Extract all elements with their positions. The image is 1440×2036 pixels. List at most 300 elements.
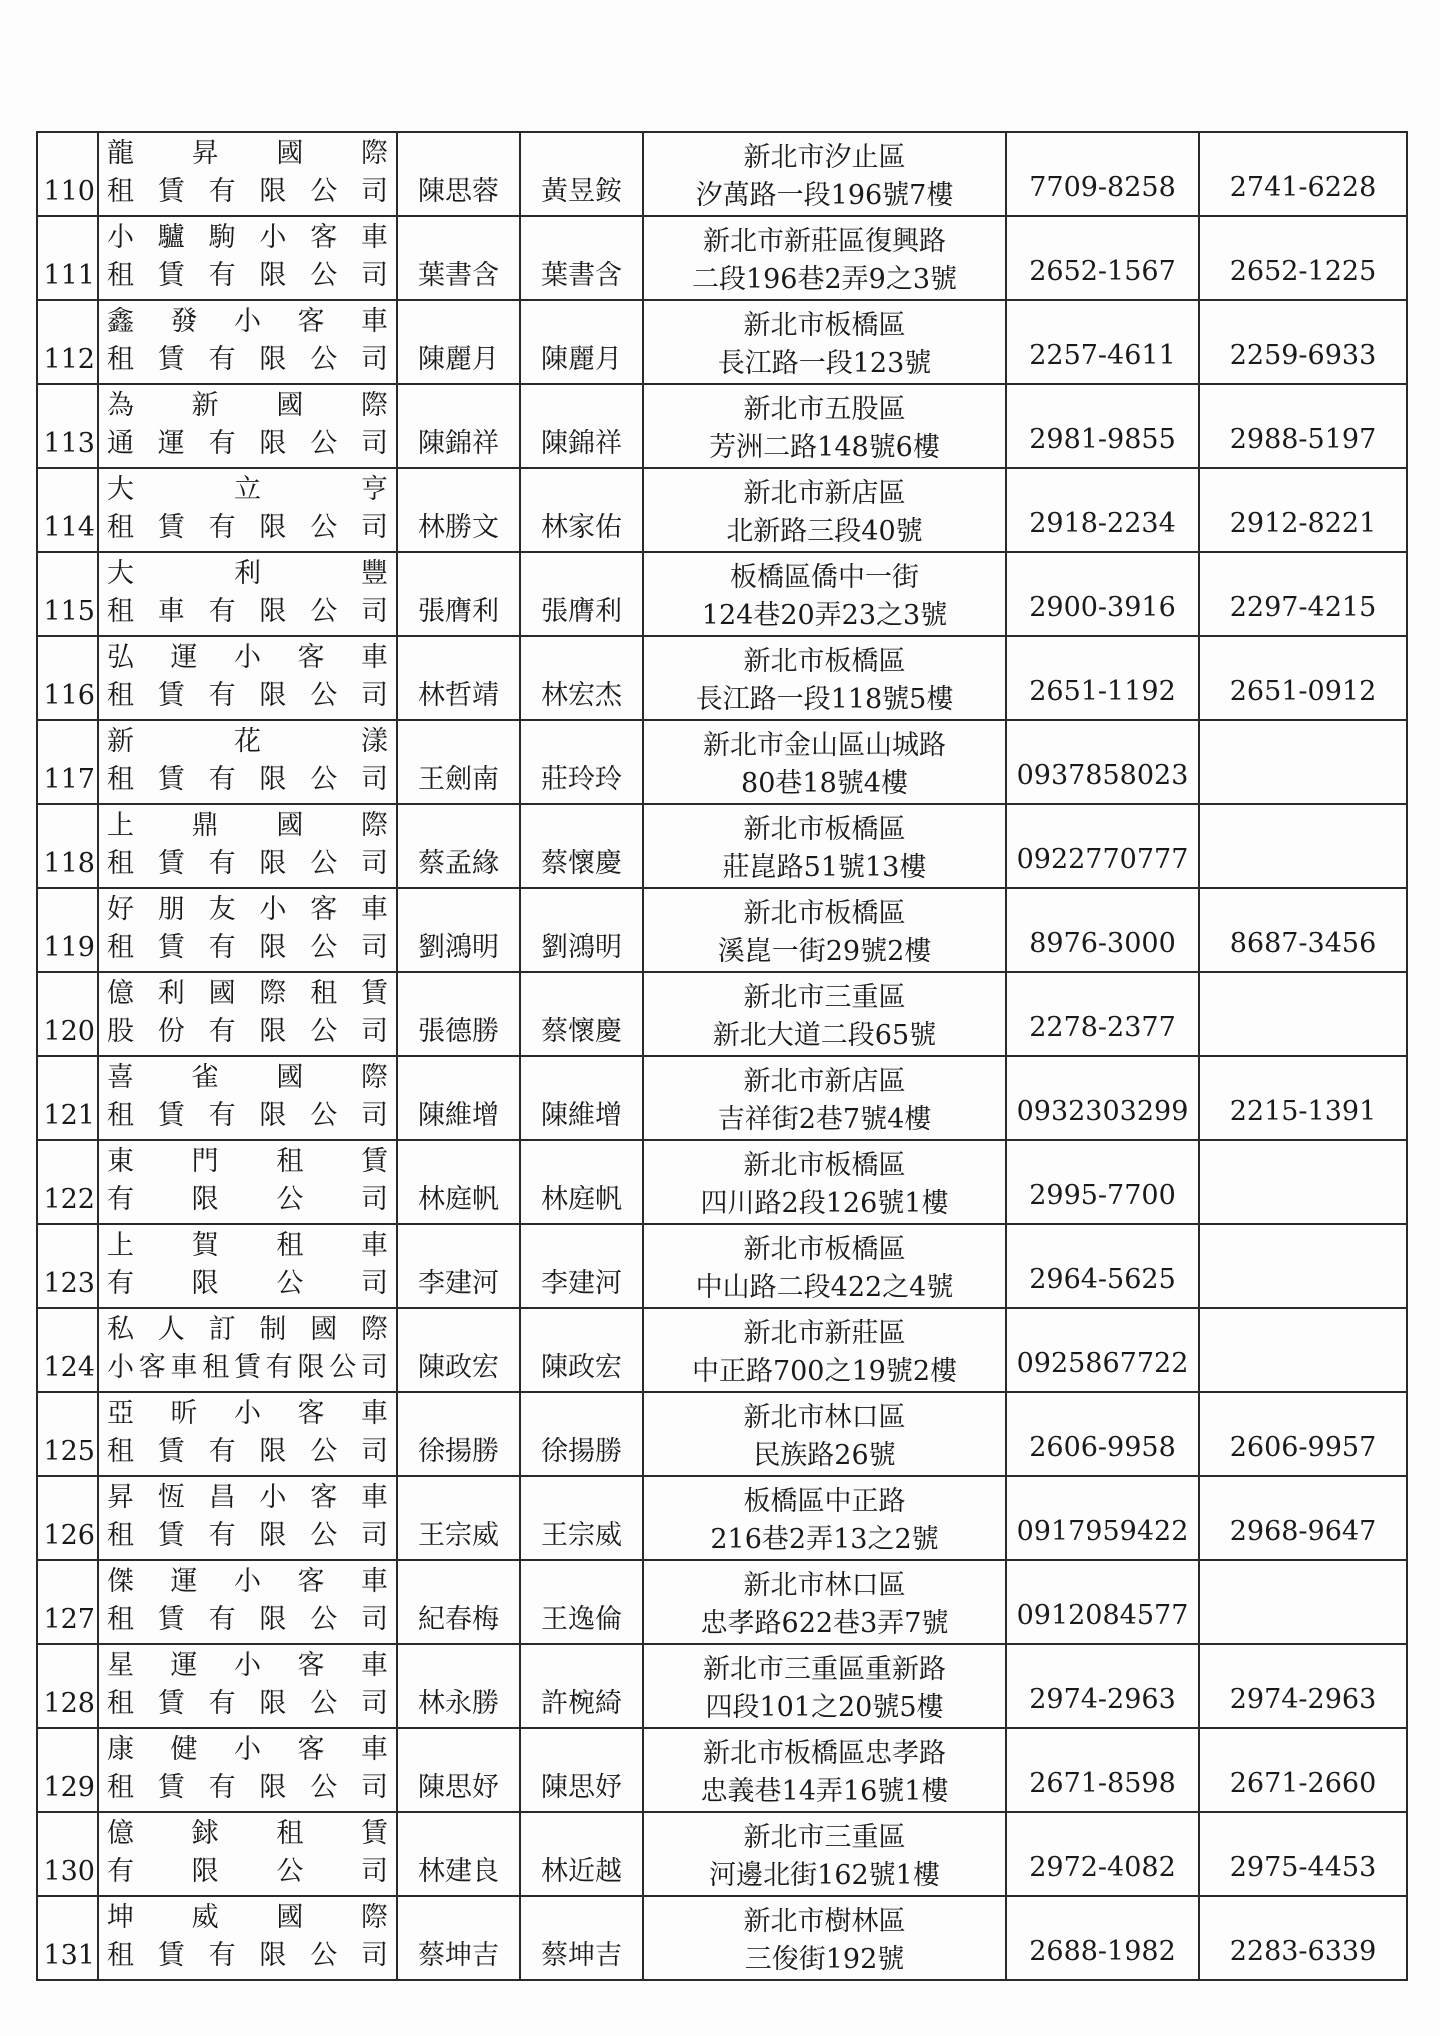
company-name-line-2 — [107, 1433, 388, 1471]
phone-number: 2995-7700 — [1006, 1140, 1199, 1224]
manager-name: 林近越 — [520, 1812, 643, 1896]
address-line-1: 新北市樹林區 — [743, 1906, 906, 1937]
manager-name: 陳維增 — [520, 1056, 643, 1140]
fax-number — [1199, 1224, 1407, 1308]
phone-number: 2964-5625 — [1006, 1224, 1199, 1308]
company-name — [98, 720, 397, 804]
company-name-char: 有 — [208, 1016, 236, 1047]
company-name-line-1 — [107, 135, 388, 173]
company-name-char: 駒 — [208, 222, 236, 253]
company-name-char: 賃 — [157, 344, 185, 375]
manager-name: 徐揚勝 — [520, 1392, 643, 1476]
company-name-line-2 — [107, 845, 388, 883]
company-name-char: 司 — [360, 1688, 388, 1719]
company-name — [98, 552, 397, 636]
company-name-char: 限 — [191, 1268, 219, 1299]
table-row — [37, 888, 1407, 972]
company-name-char: 朋 — [157, 894, 185, 925]
company-name-char: 公 — [310, 1436, 338, 1467]
phone-number: 0922770777 — [1006, 804, 1199, 888]
company-name-char: 私 — [107, 1314, 134, 1345]
address-line-2: 北新路三段40號 — [726, 516, 923, 547]
address-line-1: 新北市汐止區 — [743, 142, 906, 173]
address — [643, 1224, 1006, 1308]
row-number: 127 — [37, 1560, 98, 1644]
owner-name: 林建良 — [397, 1812, 520, 1896]
company-name-char: 車 — [360, 1230, 388, 1261]
address-line-1: 新北市板橋區 — [743, 310, 906, 341]
address-line-2: 芳洲二路148號6樓 — [709, 432, 940, 463]
address — [643, 1644, 1006, 1728]
company-name-char: 客 — [310, 1482, 338, 1513]
company-name-char: 公 — [310, 512, 338, 543]
company-name-char: 昕 — [170, 1398, 198, 1429]
phone-number: 0917959422 — [1006, 1476, 1199, 1560]
address-line-1: 新北市板橋區 — [743, 646, 906, 677]
company-name-char: 上 — [107, 1230, 134, 1261]
company-name-char: 客 — [297, 642, 325, 673]
company-name-char: 際 — [360, 390, 388, 421]
company-name-char: 好 — [107, 894, 134, 925]
fax-number: 2975-4453 — [1199, 1812, 1407, 1896]
owner-name: 徐揚勝 — [397, 1392, 520, 1476]
phone-number: 0932303299 — [1006, 1056, 1199, 1140]
manager-name: 蔡坤吉 — [520, 1896, 643, 1980]
address-line-2: 124巷20弄23之3號 — [701, 600, 948, 631]
company-name-char: 亨 — [361, 474, 388, 505]
company-name-char: 有 — [208, 680, 236, 711]
company-name-char: 有 — [208, 932, 236, 963]
address-line-1: 板橋區中正路 — [743, 1486, 906, 1517]
table-row — [37, 804, 1407, 888]
company-name-char: 有 — [208, 260, 236, 291]
address — [643, 216, 1006, 300]
company-name-char: 國 — [310, 1314, 338, 1345]
company-name-char: 公 — [310, 932, 338, 963]
company-name-char: 大 — [107, 558, 134, 589]
table-row — [37, 384, 1407, 468]
company-name-line-1 — [107, 1311, 388, 1349]
company-name-char: 限 — [259, 176, 287, 207]
address-line-2: 河邊北街162號1樓 — [709, 1860, 940, 1891]
company-name-char: 國 — [276, 390, 304, 421]
company-name-char: 運 — [170, 642, 198, 673]
company-name — [98, 216, 397, 300]
phone-number: 2981-9855 — [1006, 384, 1199, 468]
company-name-char: 恆 — [157, 1482, 185, 1513]
company-name-line-2 — [107, 173, 388, 211]
company-name-char: 公 — [276, 1184, 304, 1215]
company-name-line-1 — [107, 219, 388, 257]
company-name-line-2 — [107, 1685, 388, 1723]
company-name-char: 公 — [310, 176, 338, 207]
row-number: 122 — [37, 1140, 98, 1224]
address — [643, 552, 1006, 636]
row-number: 125 — [37, 1392, 98, 1476]
company-name-char: 昇 — [191, 138, 219, 169]
company-name-char: 租 — [202, 1352, 230, 1383]
fax-number — [1199, 804, 1407, 888]
address — [643, 1476, 1006, 1560]
company-name-char: 租 — [107, 1604, 134, 1635]
company-name-char: 賀 — [191, 1230, 219, 1261]
company-name — [98, 300, 397, 384]
table-row — [37, 1644, 1407, 1728]
company-name — [98, 1224, 397, 1308]
company-name-char: 租 — [107, 1772, 134, 1803]
company-name-char: 際 — [360, 1062, 388, 1093]
row-number: 128 — [37, 1644, 98, 1728]
company-name-char: 賃 — [157, 932, 185, 963]
company-name-char: 公 — [276, 1268, 304, 1299]
row-number: 126 — [37, 1476, 98, 1560]
company-name-line-2 — [107, 257, 388, 295]
phone-number: 2652-1567 — [1006, 216, 1199, 300]
company-name-char: 司 — [360, 1268, 388, 1299]
company-name — [98, 1140, 397, 1224]
company-name-char: 公 — [310, 1604, 338, 1635]
company-name-char: 限 — [191, 1184, 219, 1215]
address-line-1: 新北市新莊區復興路 — [703, 226, 946, 257]
phone-number: 2900-3916 — [1006, 552, 1199, 636]
table-row — [37, 636, 1407, 720]
company-name-char: 公 — [310, 1016, 338, 1047]
owner-name: 陳政宏 — [397, 1308, 520, 1392]
company-name-char: 有 — [208, 1100, 236, 1131]
company-name — [98, 1728, 397, 1812]
company-name-char: 限 — [259, 1436, 287, 1467]
address-line-1: 新北市板橋區忠孝路 — [703, 1738, 946, 1769]
company-name-char: 司 — [360, 932, 388, 963]
company-name-char: 車 — [360, 1482, 388, 1513]
company-name-char: 司 — [360, 1016, 388, 1047]
company-name-line-1 — [107, 1899, 388, 1937]
row-number: 112 — [37, 300, 98, 384]
company-name-line-2 — [107, 1937, 388, 1975]
company-name-char: 發 — [170, 306, 198, 337]
phone-number: 2918-2234 — [1006, 468, 1199, 552]
company-name-char: 公 — [310, 596, 338, 627]
company-name-char: 際 — [360, 138, 388, 169]
company-name-char: 租 — [276, 1230, 304, 1261]
company-name-char: 限 — [259, 1016, 287, 1047]
company-name-char: 公 — [310, 764, 338, 795]
fax-number: 8687-3456 — [1199, 888, 1407, 972]
company-name-line-2 — [107, 593, 388, 631]
company-name-char: 公 — [310, 1520, 338, 1551]
fax-number: 2988-5197 — [1199, 384, 1407, 468]
table-row — [37, 1224, 1407, 1308]
company-name-line-2 — [107, 1601, 388, 1639]
company-name-line-1 — [107, 471, 388, 509]
company-name-line-2 — [107, 1853, 388, 1891]
phone-number: 0925867722 — [1006, 1308, 1199, 1392]
company-name-char: 限 — [259, 680, 287, 711]
company-name-char: 有 — [208, 1688, 236, 1719]
company-name-char: 車 — [361, 1566, 388, 1597]
company-name-line-2 — [107, 1181, 388, 1219]
address-line-1: 新北市五股區 — [743, 394, 906, 425]
company-name-char: 坤 — [107, 1902, 134, 1933]
company-name-char: 租 — [107, 596, 134, 627]
company-name-char: 租 — [107, 260, 134, 291]
owner-name: 王劍南 — [397, 720, 520, 804]
phone-number: 2257-4611 — [1006, 300, 1199, 384]
company-name-char: 小 — [259, 1482, 287, 1513]
company-name-char: 賃 — [157, 1940, 185, 1971]
owner-name: 林庭帆 — [397, 1140, 520, 1224]
company-name-line-1 — [107, 1563, 388, 1601]
fax-number — [1199, 1308, 1407, 1392]
address-line-2: 四川路2段126號1樓 — [700, 1188, 949, 1219]
company-name-char: 限 — [259, 1520, 287, 1551]
address — [643, 384, 1006, 468]
company-name-char: 公 — [310, 260, 338, 291]
address-line-2: 四段101之20號5樓 — [705, 1692, 944, 1723]
row-number: 115 — [37, 552, 98, 636]
company-name-char: 有 — [208, 344, 236, 375]
company-name-char: 鼎 — [191, 810, 219, 841]
table-body — [37, 132, 1407, 1980]
company-name-char: 司 — [360, 848, 388, 879]
company-name-char: 小 — [259, 894, 287, 925]
company-name-char: 租 — [107, 1436, 134, 1467]
address-line-2: 二段196巷2弄9之3號 — [691, 264, 958, 295]
company-name-char: 昌 — [208, 1482, 236, 1513]
owner-name: 林永勝 — [397, 1644, 520, 1728]
manager-name: 王逸倫 — [520, 1560, 643, 1644]
company-name-char: 有 — [107, 1856, 134, 1887]
company-name-char: 限 — [191, 1856, 219, 1887]
company-name-char: 租 — [276, 1146, 304, 1177]
manager-name: 林宏杰 — [520, 636, 643, 720]
company-name-line-1 — [107, 555, 388, 593]
company-name-char: 威 — [191, 1902, 219, 1933]
address-line-2: 汐萬路一段196號7樓 — [695, 180, 954, 211]
company-name-char: 星 — [107, 1650, 134, 1681]
company-name-char: 際 — [360, 1314, 388, 1345]
company-name-char: 司 — [360, 1184, 388, 1215]
address-line-1: 新北市三重區 — [743, 1822, 906, 1853]
company-name-char: 限 — [259, 344, 287, 375]
company-name-char: 車 — [361, 306, 388, 337]
address-line-2: 新北大道二段65號 — [712, 1020, 937, 1051]
company-name-char: 制 — [259, 1314, 287, 1345]
address-line-2: 忠孝路622巷3弄7號 — [700, 1608, 949, 1639]
company-name-char: 賃 — [157, 176, 185, 207]
manager-name: 陳麗月 — [520, 300, 643, 384]
address — [643, 1140, 1006, 1224]
company-name-char: 司 — [360, 680, 388, 711]
address-line-1: 新北市金山區山城路 — [703, 730, 946, 761]
company-name-char: 司 — [360, 1856, 388, 1887]
address-line-1: 新北市林口區 — [743, 1570, 906, 1601]
row-number: 110 — [37, 132, 98, 216]
manager-name: 陳思妤 — [520, 1728, 643, 1812]
manager-name: 張膺利 — [520, 552, 643, 636]
company-name-char: 租 — [107, 1940, 134, 1971]
address — [643, 300, 1006, 384]
address-line-1: 新北市新莊區 — [743, 1318, 906, 1349]
owner-name: 王宗威 — [397, 1476, 520, 1560]
row-number: 129 — [37, 1728, 98, 1812]
company-name-char: 昇 — [107, 1482, 134, 1513]
address — [643, 468, 1006, 552]
table-row — [37, 972, 1407, 1056]
company-name-char: 億 — [107, 1818, 134, 1849]
company-name-char: 司 — [361, 1352, 388, 1383]
company-name-char: 限 — [259, 848, 287, 879]
row-number: 117 — [37, 720, 98, 804]
company-name-line-2 — [107, 929, 388, 967]
fax-number: 2974-2963 — [1199, 1644, 1407, 1728]
company-name-char: 客 — [138, 1352, 166, 1383]
address — [643, 1896, 1006, 1980]
company-name-char: 車 — [157, 596, 185, 627]
company-name-char: 客 — [297, 1734, 325, 1765]
company-name-char: 限 — [259, 512, 287, 543]
phone-number: 2688-1982 — [1006, 1896, 1199, 1980]
company-name-line-1 — [107, 723, 388, 761]
company-name-char: 賃 — [157, 1772, 185, 1803]
company-name-char: 有 — [208, 1436, 236, 1467]
company-name — [98, 888, 397, 972]
company-name-char: 賃 — [157, 1520, 185, 1551]
company-name-char: 花 — [234, 726, 261, 757]
row-number: 111 — [37, 216, 98, 300]
company-name-char: 租 — [107, 344, 134, 375]
company-name-char: 公 — [310, 680, 338, 711]
table-row — [37, 1308, 1407, 1392]
owner-name: 林勝文 — [397, 468, 520, 552]
company-name-char: 司 — [360, 344, 388, 375]
company-name-char: 份 — [157, 1016, 185, 1047]
company-name-char: 限 — [259, 1688, 287, 1719]
company-name-line-2 — [107, 425, 388, 463]
fax-number: 2741-6228 — [1199, 132, 1407, 216]
company-name-char: 客 — [297, 1650, 325, 1681]
company-name-char: 租 — [107, 932, 134, 963]
owner-name: 紀春梅 — [397, 1560, 520, 1644]
table-row — [37, 1728, 1407, 1812]
row-number: 114 — [37, 468, 98, 552]
address-line-2: 三俊街192號 — [744, 1944, 905, 1975]
company-name-line-1 — [107, 1647, 388, 1685]
company-name-char: 漾 — [361, 726, 388, 757]
company-name-char: 司 — [360, 764, 388, 795]
rental-company-table — [36, 131, 1408, 1981]
company-name-char: 租 — [276, 1818, 304, 1849]
company-name-char: 賃 — [157, 1100, 185, 1131]
company-name-char: 租 — [107, 176, 134, 207]
company-name-char: 租 — [107, 512, 134, 543]
company-name-char: 限 — [259, 1940, 287, 1971]
address-line-2: 中山路二段422之4號 — [695, 1272, 954, 1303]
manager-name: 黃昱銨 — [520, 132, 643, 216]
phone-number: 8976-3000 — [1006, 888, 1199, 972]
company-name-char: 車 — [361, 1734, 388, 1765]
fax-number: 2606-9957 — [1199, 1392, 1407, 1476]
company-name-char: 國 — [208, 978, 236, 1009]
company-name — [98, 1560, 397, 1644]
owner-name: 張德勝 — [397, 972, 520, 1056]
address — [643, 1392, 1006, 1476]
company-name-char: 客 — [310, 894, 338, 925]
company-name-char: 司 — [360, 176, 388, 207]
address-line-2: 長江路一段123號 — [717, 348, 932, 379]
manager-name: 王宗威 — [520, 1476, 643, 1560]
phone-number: 2974-2963 — [1006, 1644, 1199, 1728]
company-name-char: 有 — [208, 1772, 236, 1803]
company-name-char: 有 — [208, 1940, 236, 1971]
company-name — [98, 1476, 397, 1560]
company-name-char: 運 — [157, 428, 185, 459]
phone-number: 2651-1192 — [1006, 636, 1199, 720]
company-name-char: 司 — [360, 1520, 388, 1551]
company-name-char: 有 — [208, 764, 236, 795]
company-name — [98, 132, 397, 216]
company-name-char: 友 — [208, 894, 236, 925]
company-name-char: 公 — [310, 1940, 338, 1971]
company-name-char: 司 — [360, 512, 388, 543]
address — [643, 1812, 1006, 1896]
company-name-char: 國 — [276, 1062, 304, 1093]
company-name-char: 有 — [208, 848, 236, 879]
company-name-char: 司 — [360, 1604, 388, 1635]
company-name-char: 小 — [107, 1352, 134, 1383]
company-name-char: 傑 — [107, 1566, 134, 1597]
company-name-char: 公 — [310, 848, 338, 879]
owner-name: 陳維增 — [397, 1056, 520, 1140]
company-name-char: 股 — [107, 1016, 134, 1047]
company-name-line-1 — [107, 639, 388, 677]
row-number: 121 — [37, 1056, 98, 1140]
company-name-char: 車 — [361, 1650, 388, 1681]
phone-number: 0937858023 — [1006, 720, 1199, 804]
company-name-char: 弘 — [107, 642, 134, 673]
fax-number: 2968-9647 — [1199, 1476, 1407, 1560]
row-number: 113 — [37, 384, 98, 468]
fax-number: 2297-4215 — [1199, 552, 1407, 636]
address — [643, 636, 1006, 720]
company-name-char: 喜 — [107, 1062, 134, 1093]
fax-number — [1199, 1140, 1407, 1224]
fax-number: 2652-1225 — [1199, 216, 1407, 300]
company-name-char: 司 — [360, 1436, 388, 1467]
owner-name: 李建河 — [397, 1224, 520, 1308]
row-number: 116 — [37, 636, 98, 720]
table-row — [37, 720, 1407, 804]
company-name-char: 限 — [259, 1604, 287, 1635]
company-name-char: 小 — [107, 222, 134, 253]
company-name — [98, 1308, 397, 1392]
company-name — [98, 1392, 397, 1476]
company-name-char: 上 — [107, 810, 134, 841]
owner-name: 陳麗月 — [397, 300, 520, 384]
company-name-char: 大 — [107, 474, 134, 505]
table-row — [37, 1392, 1407, 1476]
company-name-char: 有 — [208, 428, 236, 459]
address — [643, 1728, 1006, 1812]
address-line-1: 新北市板橋區 — [743, 814, 906, 845]
company-name-char: 有 — [208, 596, 236, 627]
company-name — [98, 804, 397, 888]
company-name-line-1 — [107, 1227, 388, 1265]
company-name-char: 車 — [360, 222, 388, 253]
company-name-char: 龍 — [107, 138, 134, 169]
company-name-char: 驢 — [157, 222, 185, 253]
table-row — [37, 300, 1407, 384]
